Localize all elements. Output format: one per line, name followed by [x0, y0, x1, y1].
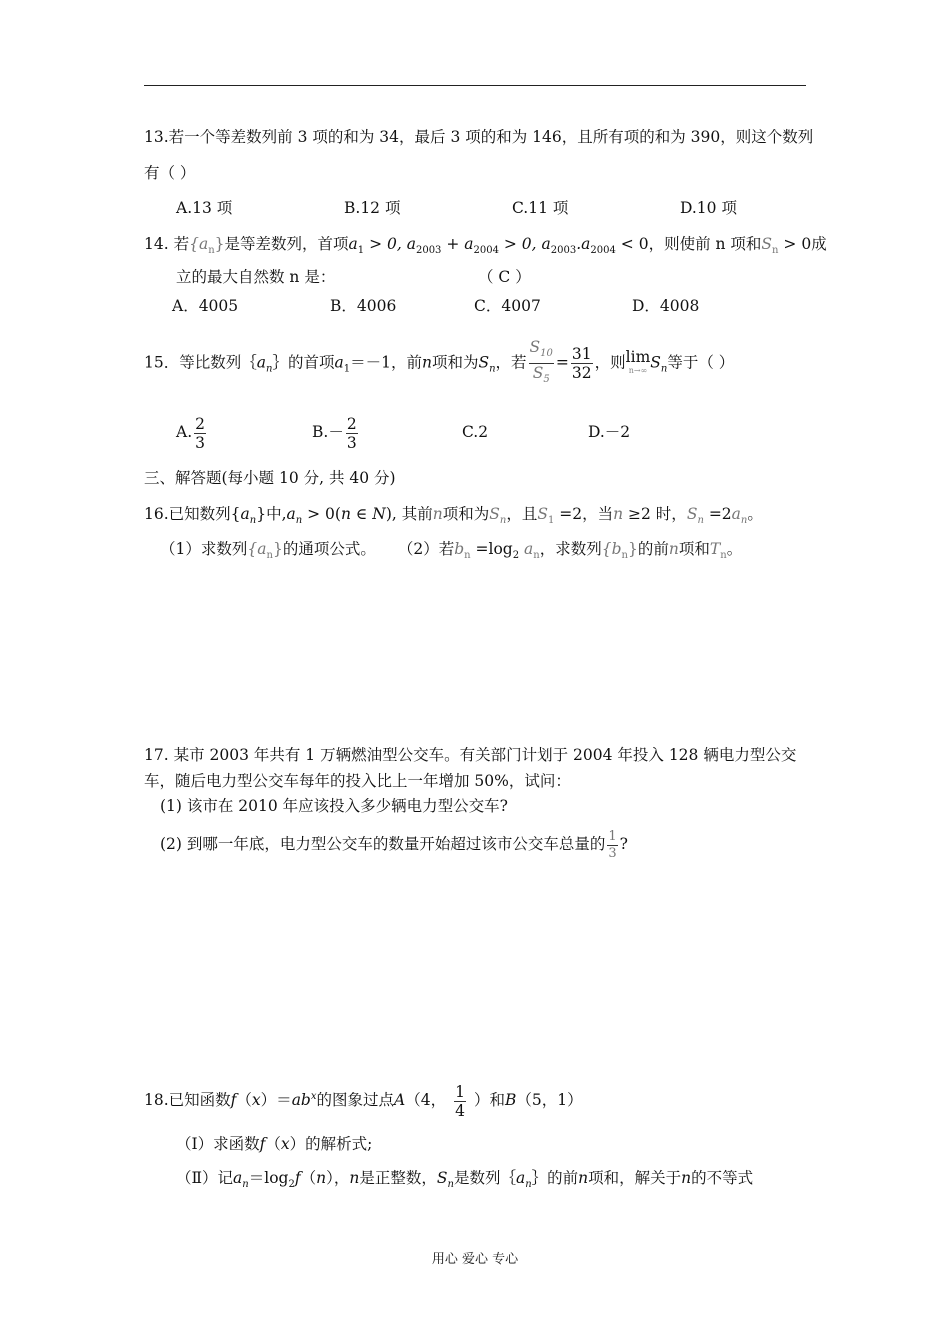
q18-part-2: （Ⅱ）记$a_n=\log_2f(n)$，n是正整数，$S_n$是数列$\{a_n\}$的前n项和，解关于n的不等式 — [176, 1169, 754, 1190]
section-3-heading: 三、解答题(每小题 10 分, 共 40 分) — [144, 469, 396, 487]
q13-stem-line1: 13.若一个等差数列前 3 项的和为 34，最后 3 项的和为 146，且所有项的和为 390，则这个数列 — [144, 128, 814, 146]
q14-option-c: C．4007 — [474, 297, 541, 315]
q14-option-d: D．4008 — [632, 297, 700, 315]
q15-limit: lim n→∞ — [625, 347, 651, 375]
q14-option-a: A．4005 — [172, 297, 239, 315]
q14-option-b: B．4006 — [330, 297, 397, 315]
q14-stem-line1: 14. 若$\{a_n\}$是等差数列，首项$a_1 > 0$, $a_{2003} + a_{2004} > 0$, $a_{2003}.a_{2004} < 0$，则使前 n 项和$S_n > 0$成 — [144, 235, 827, 256]
q15-ratio-fraction: $\frac{S_{10}}{S_5}$ — [529, 338, 553, 385]
q15-option-b: B.－ $\frac{2}{3}$ — [312, 414, 357, 452]
q15-option-d: D.－2 — [588, 423, 631, 441]
q15-stem: 15．等比数列$\{a_n\}$的首项$a_1=-1$，前n项和为$S_n$，若 $\frac{S_{10}}{S_5}$ = $\frac{31}{32}$ ，则 lim n→∞ $S_n$等于（ ） — [144, 338, 734, 392]
q15-option-a: A. $\frac{2}{3}$ — [176, 414, 205, 452]
q15-option-c: C.2 — [462, 423, 489, 441]
q13-option-c: C.11 项 — [512, 199, 569, 217]
q14-answer: （ C ） — [478, 268, 531, 286]
header-rule — [144, 85, 806, 86]
q13-option-a: A.13 项 — [176, 199, 233, 217]
q13-option-b: B.12 项 — [344, 199, 401, 217]
q16-parts: （1）求数列$\{a_n\}$的通项公式。 （2）若$b_n =\log_2$ $a_n$，求数列$\{b_n\}$的前n项和$T_n$。 — [160, 540, 743, 561]
q14-stem-line2: 立的最大自然数 n 是： — [176, 268, 336, 286]
q17-part-2: (2) 到哪一年底，电力型公交车的数量开始超过该市公交车总量的 $\frac{1}{3}$ ? — [160, 828, 628, 861]
q15-value-fraction: $\frac{31}{32}$ — [571, 345, 592, 382]
page-footer: 用心 爱心 专心 — [431, 1252, 519, 1267]
q17-part-1: (1) 该市在 2010 年应该投入多少辆电力型公交车? — [160, 797, 508, 815]
q13-option-d: D.10 项 — [680, 199, 737, 217]
q17-stem-line1: 17. 某市 2003 年共有 1 万辆燃油型公交车。有关部门计划于 2004 年投入 128 辆电力型公交 — [144, 746, 797, 764]
q13-stem-line2: 有（ ） — [144, 164, 196, 182]
q17-stem-line2: 车，随后电力型公交车每年的投入比上一年增加 50%，试问： — [144, 772, 571, 790]
q18-part-1: （Ⅰ）求函数f（x）的解析式; — [176, 1135, 373, 1153]
q16-stem: 16.已知数列$\{a_n\}$中$,a_n > 0(n$ ∈ N), 其前n项和为$S_n$，且$S_1 =2$，当n ≥2 时，$S_n =2a_n$。 — [144, 505, 763, 526]
q18-stem: 18.已知函数$f(x)=ab^x$的图象过点A（4， $\frac{1}{4}$ ）和B（5，1） — [144, 1082, 583, 1120]
